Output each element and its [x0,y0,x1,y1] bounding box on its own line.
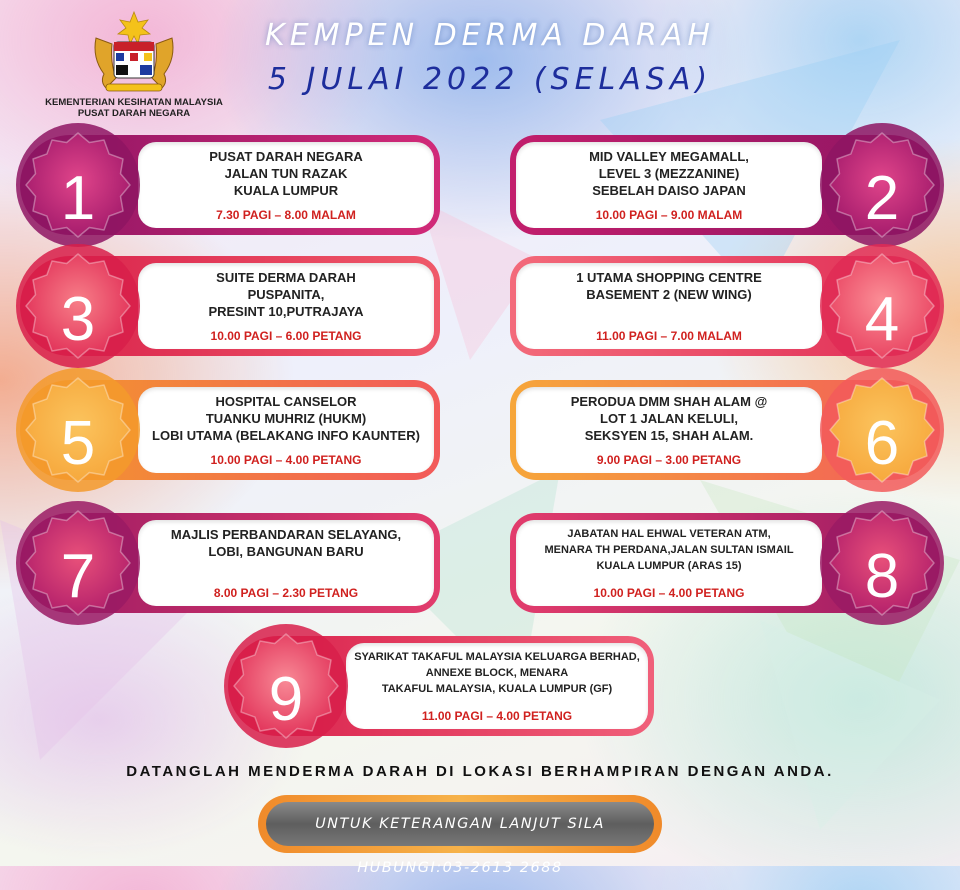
card-body [138,142,434,228]
address-line: KUALA LUMPUR (ARAS 15) [596,560,742,572]
campaign-title: KEMPEN DERMA DARAH [265,18,715,53]
address-line: TAKAFUL MALAYSIA, KUALA LUMPUR (GF) [381,683,613,695]
closing-message: DATANGLAH MENDERMA DARAH DI LOKASI BERHAMPIRAN DENGAN ANDA. [126,763,834,780]
location-number: 2 [864,164,900,233]
opening-hours: 10.00 PAGI – 4.00 PETANG [210,453,362,467]
location-number: 7 [60,542,96,611]
opening-hours: 10.00 PAGI – 9.00 MALAM [595,208,743,222]
location-address [516,148,822,199]
card-body [138,263,434,349]
address-line: PERODUA DMM SHAH ALAM @ [570,394,768,409]
opening-hours: 8.00 PAGI – 2.30 PETANG [213,586,359,600]
address-line: SEKSYEN 15, SHAH ALAM. [584,428,754,443]
address-line: SYARIKAT TAKAFUL MALAYSIA KELUARGA BERHAD, [354,651,640,663]
location-address [138,393,434,444]
address-line: PRESINT 10,PUTRAJAYA [208,304,364,319]
address-line: BASEMENT 2 (NEW WING) [586,287,752,302]
address-line: LOBI, BANGUNAN BARU [208,544,364,559]
opening-hours: 7.30 PAGI – 8.00 MALAM [216,208,356,222]
location-address [138,526,434,577]
location-address [516,393,822,444]
location-card-4 [510,256,940,356]
location-address [516,269,822,320]
location-address [138,269,434,320]
card-body [516,142,822,228]
address-line: PUSPANITA, [247,287,325,302]
address-line [516,303,822,320]
ministry-name: KEMENTERIAN KESIHATAN MALAYSIA [45,97,223,108]
campaign-date: 5 JULAI 2022 (SELASA) [267,62,713,97]
location-number: 8 [864,542,900,611]
address-line [138,560,434,577]
location-number: 6 [864,409,900,478]
card-body [138,520,434,606]
location-card-9 [228,636,654,736]
address-line: LOBI UTAMA (BELAKANG INFO KAUNTER) [152,428,420,443]
location-number: 9 [268,665,304,734]
location-card-6 [510,380,940,480]
address-line: HOSPITAL CANSELOR [215,394,357,409]
address-line: MID VALLEY MEGAMALL, [589,149,749,164]
location-number: 3 [60,285,96,354]
address-line: JABATAN HAL EHWAL VETERAN ATM, [567,528,771,540]
card-body [516,520,822,606]
location-card-7 [20,513,440,613]
opening-hours: 11.00 PAGI – 4.00 PETANG [421,709,573,723]
card-body [516,263,822,349]
address-line: 1 UTAMA SHOPPING CENTRE [576,270,762,285]
location-card-5 [20,380,440,480]
malaysia-coat-of-arms-icon [86,8,182,96]
address-line: SUITE DERMA DARAH [216,270,356,285]
address-line: KUALA LUMPUR [233,183,339,198]
location-address [138,148,434,199]
contact-banner [258,795,662,876]
location-address [516,526,822,574]
opening-hours: 9.00 PAGI – 3.00 PETANG [596,453,742,467]
location-card-1 [20,135,440,235]
location-number: 4 [864,285,900,354]
location-address [346,649,648,697]
address-line: MAJLIS PERBANDARAN SELAYANG, [170,527,402,542]
contact-info: UNTUK KETERANGAN LANJUT SILA HUBUNGI:03-2613 2688 [266,802,654,846]
location-card-2 [510,135,940,235]
location-number: 5 [60,409,96,478]
address-line: SEBELAH DAISO JAPAN [592,183,746,198]
location-number: 1 [60,164,96,233]
address-line: PUSAT DARAH NEGARA [209,149,363,164]
location-card-3 [20,256,440,356]
address-line: ANNEXE BLOCK, MENARA [425,667,569,679]
address-line: JALAN TUN RAZAK [224,166,348,181]
opening-hours: 11.00 PAGI – 7.00 MALAM [596,329,742,343]
opening-hours: 10.00 PAGI – 4.00 PETANG [593,586,745,600]
ministry-label [20,97,248,119]
address-line: TUANKU MUHRIZ (HUKM) [205,411,367,426]
card-body [516,387,822,473]
opening-hours: 10.00 PAGI – 6.00 PETANG [210,329,362,343]
address-line: LEVEL 3 (MEZZANINE) [598,166,740,181]
address-line: MENARA TH PERDANA,JALAN SULTAN ISMAIL [544,544,794,556]
card-body [138,387,434,473]
location-card-8 [510,513,940,613]
agency-name: PUSAT DARAH NEGARA [77,108,191,119]
address-line: LOT 1 JALAN KELULI, [600,411,738,426]
card-body [346,643,648,729]
